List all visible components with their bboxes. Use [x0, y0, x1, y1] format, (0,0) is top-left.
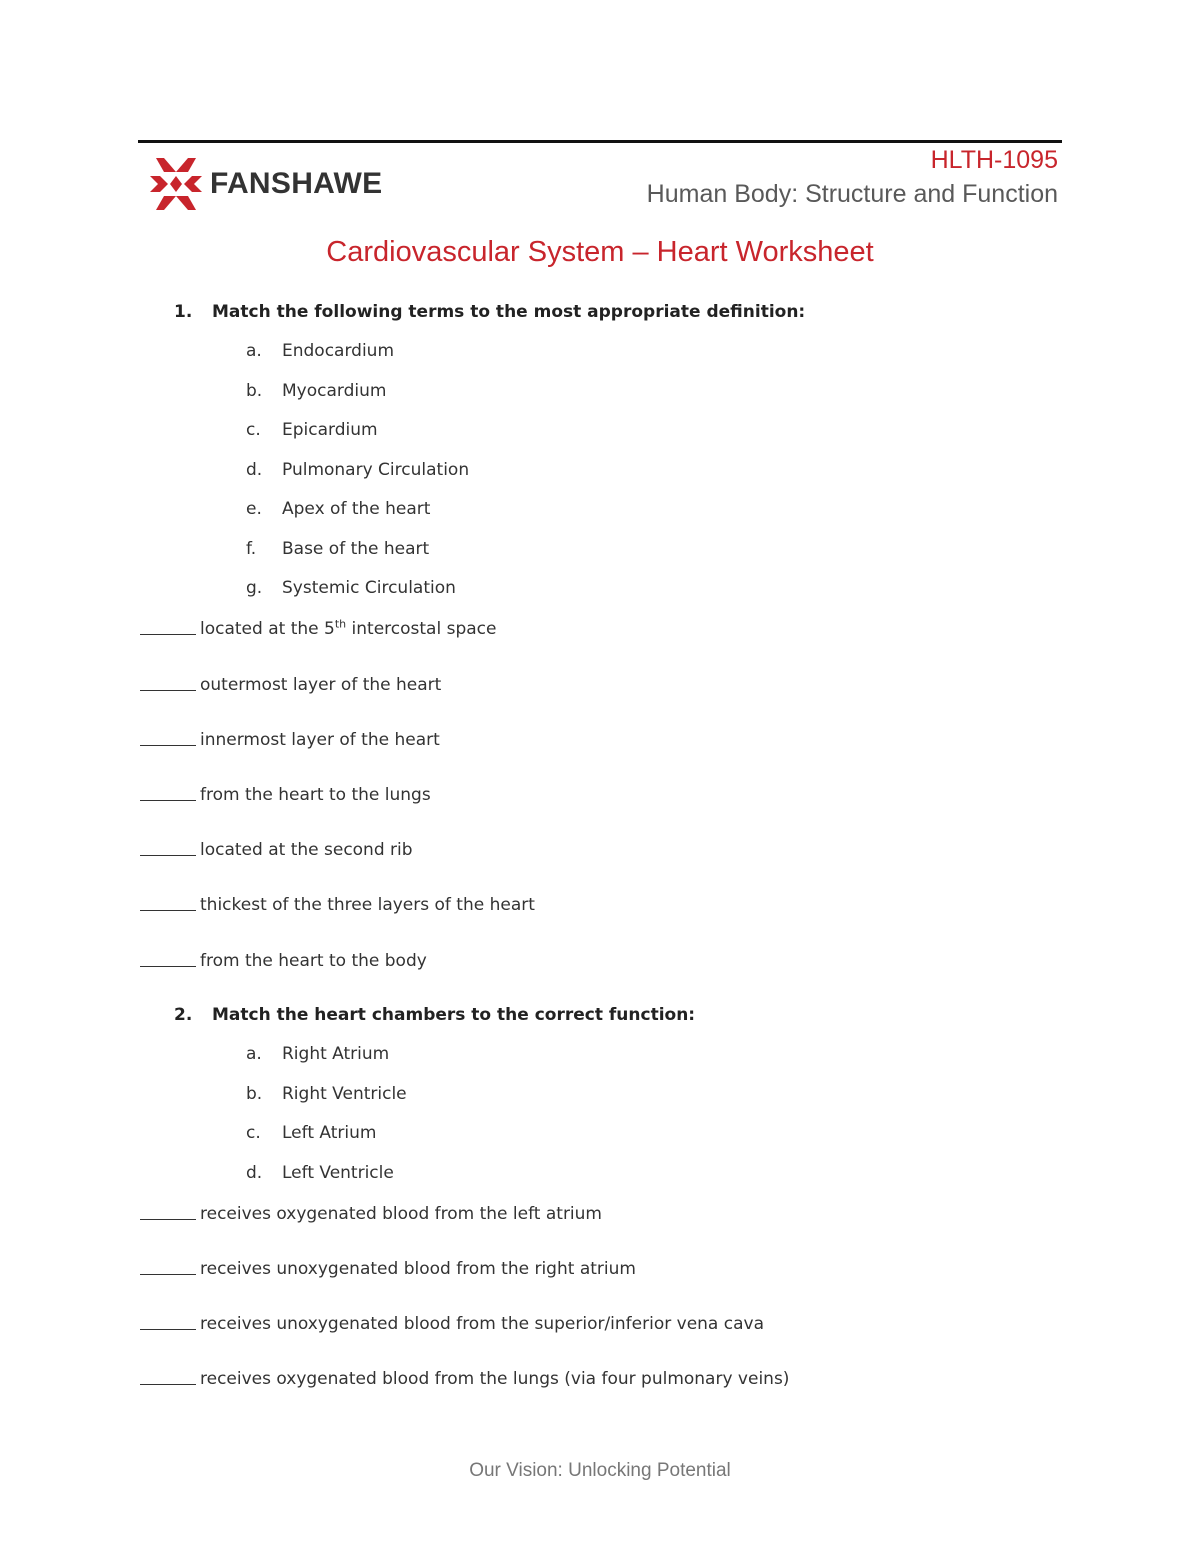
definition-row	[140, 728, 440, 750]
option-letter: b.	[246, 1084, 263, 1104]
definition-text: receives oxygenated blood from the left atrium	[200, 1204, 602, 1224]
list-item	[246, 1123, 376, 1143]
option-text: Right Ventricle	[282, 1084, 407, 1104]
option-text: Left Ventricle	[282, 1163, 394, 1183]
fanshawe-logo	[150, 156, 382, 212]
definition-row	[140, 783, 431, 805]
definition-row	[140, 1312, 764, 1334]
question-number: 1.	[174, 302, 193, 322]
definition-row	[140, 1257, 636, 1279]
option-letter: d.	[246, 460, 263, 480]
option-letter: c.	[246, 1123, 261, 1143]
question-prompt: Match the heart chambers to the correct function:	[212, 1005, 696, 1025]
option-text: Epicardium	[282, 420, 378, 440]
question-2-heading	[174, 1005, 695, 1025]
question-prompt: Match the following terms to the most appropriate definition:	[212, 302, 806, 322]
option-text: Pulmonary Circulation	[282, 460, 470, 480]
footer-vision: Our Vision: Unlocking Potential	[469, 1460, 731, 1481]
definition-text: innermost layer of the heart	[200, 730, 440, 750]
list-item	[246, 341, 394, 361]
option-text: Base of the heart	[282, 539, 430, 559]
header-rule	[138, 140, 1062, 143]
definition-text: from the heart to the lungs	[200, 785, 431, 805]
option-letter: g.	[246, 578, 263, 598]
option-letter: a.	[246, 1044, 262, 1064]
answer-blank[interactable]	[140, 1257, 196, 1275]
definition-text: intercostal space	[346, 619, 497, 639]
answer-blank[interactable]	[140, 728, 196, 746]
definition-row	[140, 1202, 602, 1224]
option-text: Endocardium	[282, 341, 395, 361]
option-letter: d.	[246, 1163, 263, 1183]
list-item	[246, 499, 430, 519]
list-item	[246, 539, 429, 559]
option-letter: c.	[246, 420, 261, 440]
definition-row	[140, 838, 413, 860]
list-item	[246, 1044, 389, 1064]
answer-blank[interactable]	[140, 783, 196, 801]
option-text: Myocardium	[282, 381, 387, 401]
definition-row	[140, 893, 535, 915]
answer-blank[interactable]	[140, 1202, 196, 1220]
list-item	[246, 1084, 407, 1104]
option-text: Left Atrium	[282, 1123, 377, 1143]
question-1-heading	[174, 302, 805, 322]
list-item	[246, 420, 378, 440]
option-text: Right Atrium	[282, 1044, 390, 1064]
answer-blank[interactable]	[140, 949, 196, 967]
list-item	[246, 381, 386, 401]
definition-row	[140, 673, 441, 695]
definition-text: outermost layer of the heart	[200, 675, 442, 695]
option-text: Apex of the heart	[282, 499, 431, 519]
answer-blank[interactable]	[140, 1312, 196, 1330]
option-letter: a.	[246, 341, 262, 361]
fanshawe-logo-icon	[150, 156, 202, 212]
worksheet-title: Cardiovascular System – Heart Worksheet	[326, 236, 874, 268]
answer-blank[interactable]	[140, 1367, 196, 1385]
question-number: 2.	[174, 1005, 193, 1025]
definition-row	[140, 617, 496, 639]
answer-blank[interactable]	[140, 893, 196, 911]
option-text: Systemic Circulation	[282, 578, 456, 598]
course-name: Human Body: Structure and Function	[646, 180, 1058, 208]
option-letter: e.	[246, 499, 262, 519]
definition-row	[140, 949, 427, 971]
list-item	[246, 578, 456, 598]
definition-superscript: th	[334, 617, 347, 631]
definition-text: receives unoxygenated blood from the superior/inferior vena cava	[200, 1314, 764, 1334]
option-letter: f.	[246, 539, 257, 559]
course-code: HLTH-1095	[930, 146, 1058, 174]
definition-text: located at the 5	[200, 619, 335, 639]
answer-blank[interactable]	[140, 838, 196, 856]
list-item	[246, 460, 469, 480]
definition-row	[140, 1367, 789, 1389]
logo-wordmark: FANSHAWE	[210, 167, 383, 200]
definition-text: located at the second rib	[200, 840, 413, 860]
option-letter: b.	[246, 381, 263, 401]
list-item	[246, 1163, 394, 1183]
definition-text: receives oxygenated blood from the lungs (via four pulmonary veins)	[200, 1369, 790, 1389]
answer-blank[interactable]	[140, 673, 196, 691]
answer-blank[interactable]	[140, 617, 196, 635]
definition-text: receives unoxygenated blood from the right atrium	[200, 1259, 636, 1279]
definition-text: thickest of the three layers of the heart	[200, 895, 535, 915]
definition-text: from the heart to the body	[200, 951, 427, 971]
